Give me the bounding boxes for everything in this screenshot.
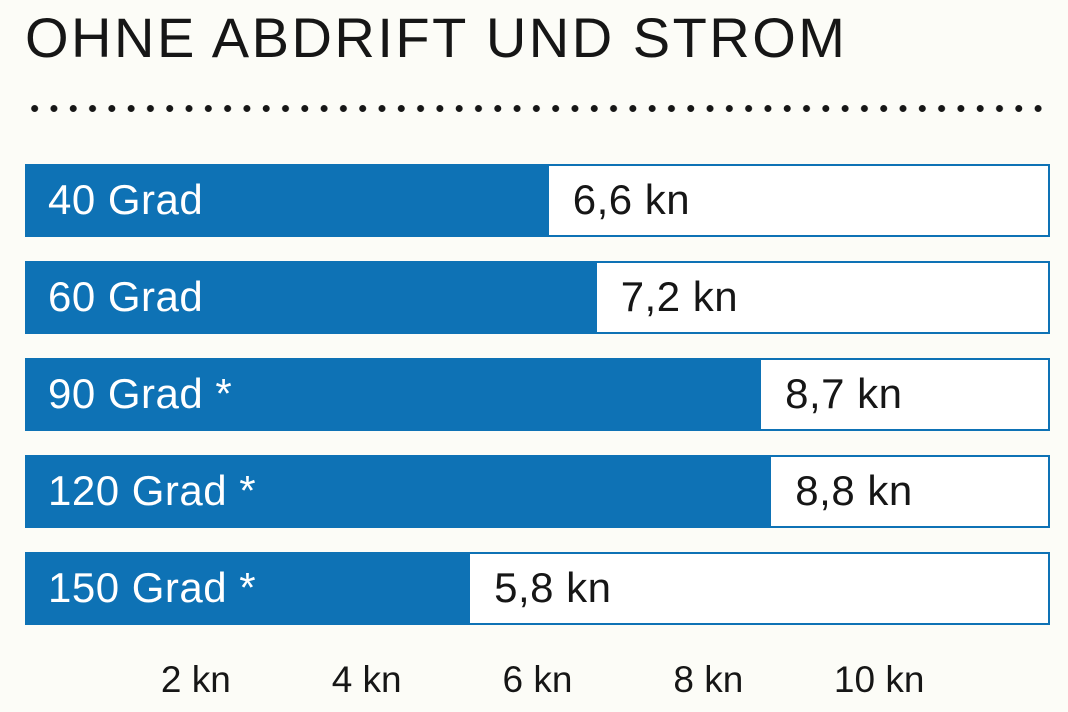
x-axis-tick-label: 2 kn: [160, 658, 231, 700]
bar-fill: [27, 263, 597, 332]
bar-fill: [27, 360, 761, 429]
dotted-divider: [25, 104, 1050, 113]
bar-category-label: 120 Grad *: [48, 467, 257, 515]
bar-fill: [27, 554, 470, 623]
x-axis-tick-label: 10 kn: [833, 658, 925, 700]
bar-row: [25, 455, 1050, 528]
bar-row: [25, 552, 1050, 625]
x-axis: [25, 659, 1050, 711]
bar-fill: [27, 166, 549, 235]
bar-value-label: 7,2 kn: [620, 273, 739, 321]
chart-title: OHNE ABDRIFT UND STROM: [25, 6, 848, 69]
bar-row: [25, 261, 1050, 334]
x-axis-tick-label: 6 kn: [502, 658, 573, 700]
bar-row: [25, 358, 1050, 431]
bar-value-label: 8,7 kn: [785, 370, 903, 418]
bar-category-label: 40 Grad: [48, 176, 204, 224]
bar-value-label: 8,8 kn: [795, 467, 913, 515]
bar-value-label: 5,8 kn: [494, 564, 612, 612]
bar-fill: [27, 457, 771, 526]
x-axis-tick-label: 8 kn: [673, 658, 744, 700]
bar-category-label: 90 Grad *: [48, 370, 233, 418]
x-axis-tick-label: 4 kn: [331, 658, 402, 700]
bar-value-label: 6,6 kn: [572, 176, 691, 224]
bar-category-label: 150 Grad *: [48, 564, 257, 612]
bar-category-label: 60 Grad: [48, 273, 204, 321]
bar-row: [25, 164, 1050, 237]
bar-chart: [25, 164, 1050, 625]
